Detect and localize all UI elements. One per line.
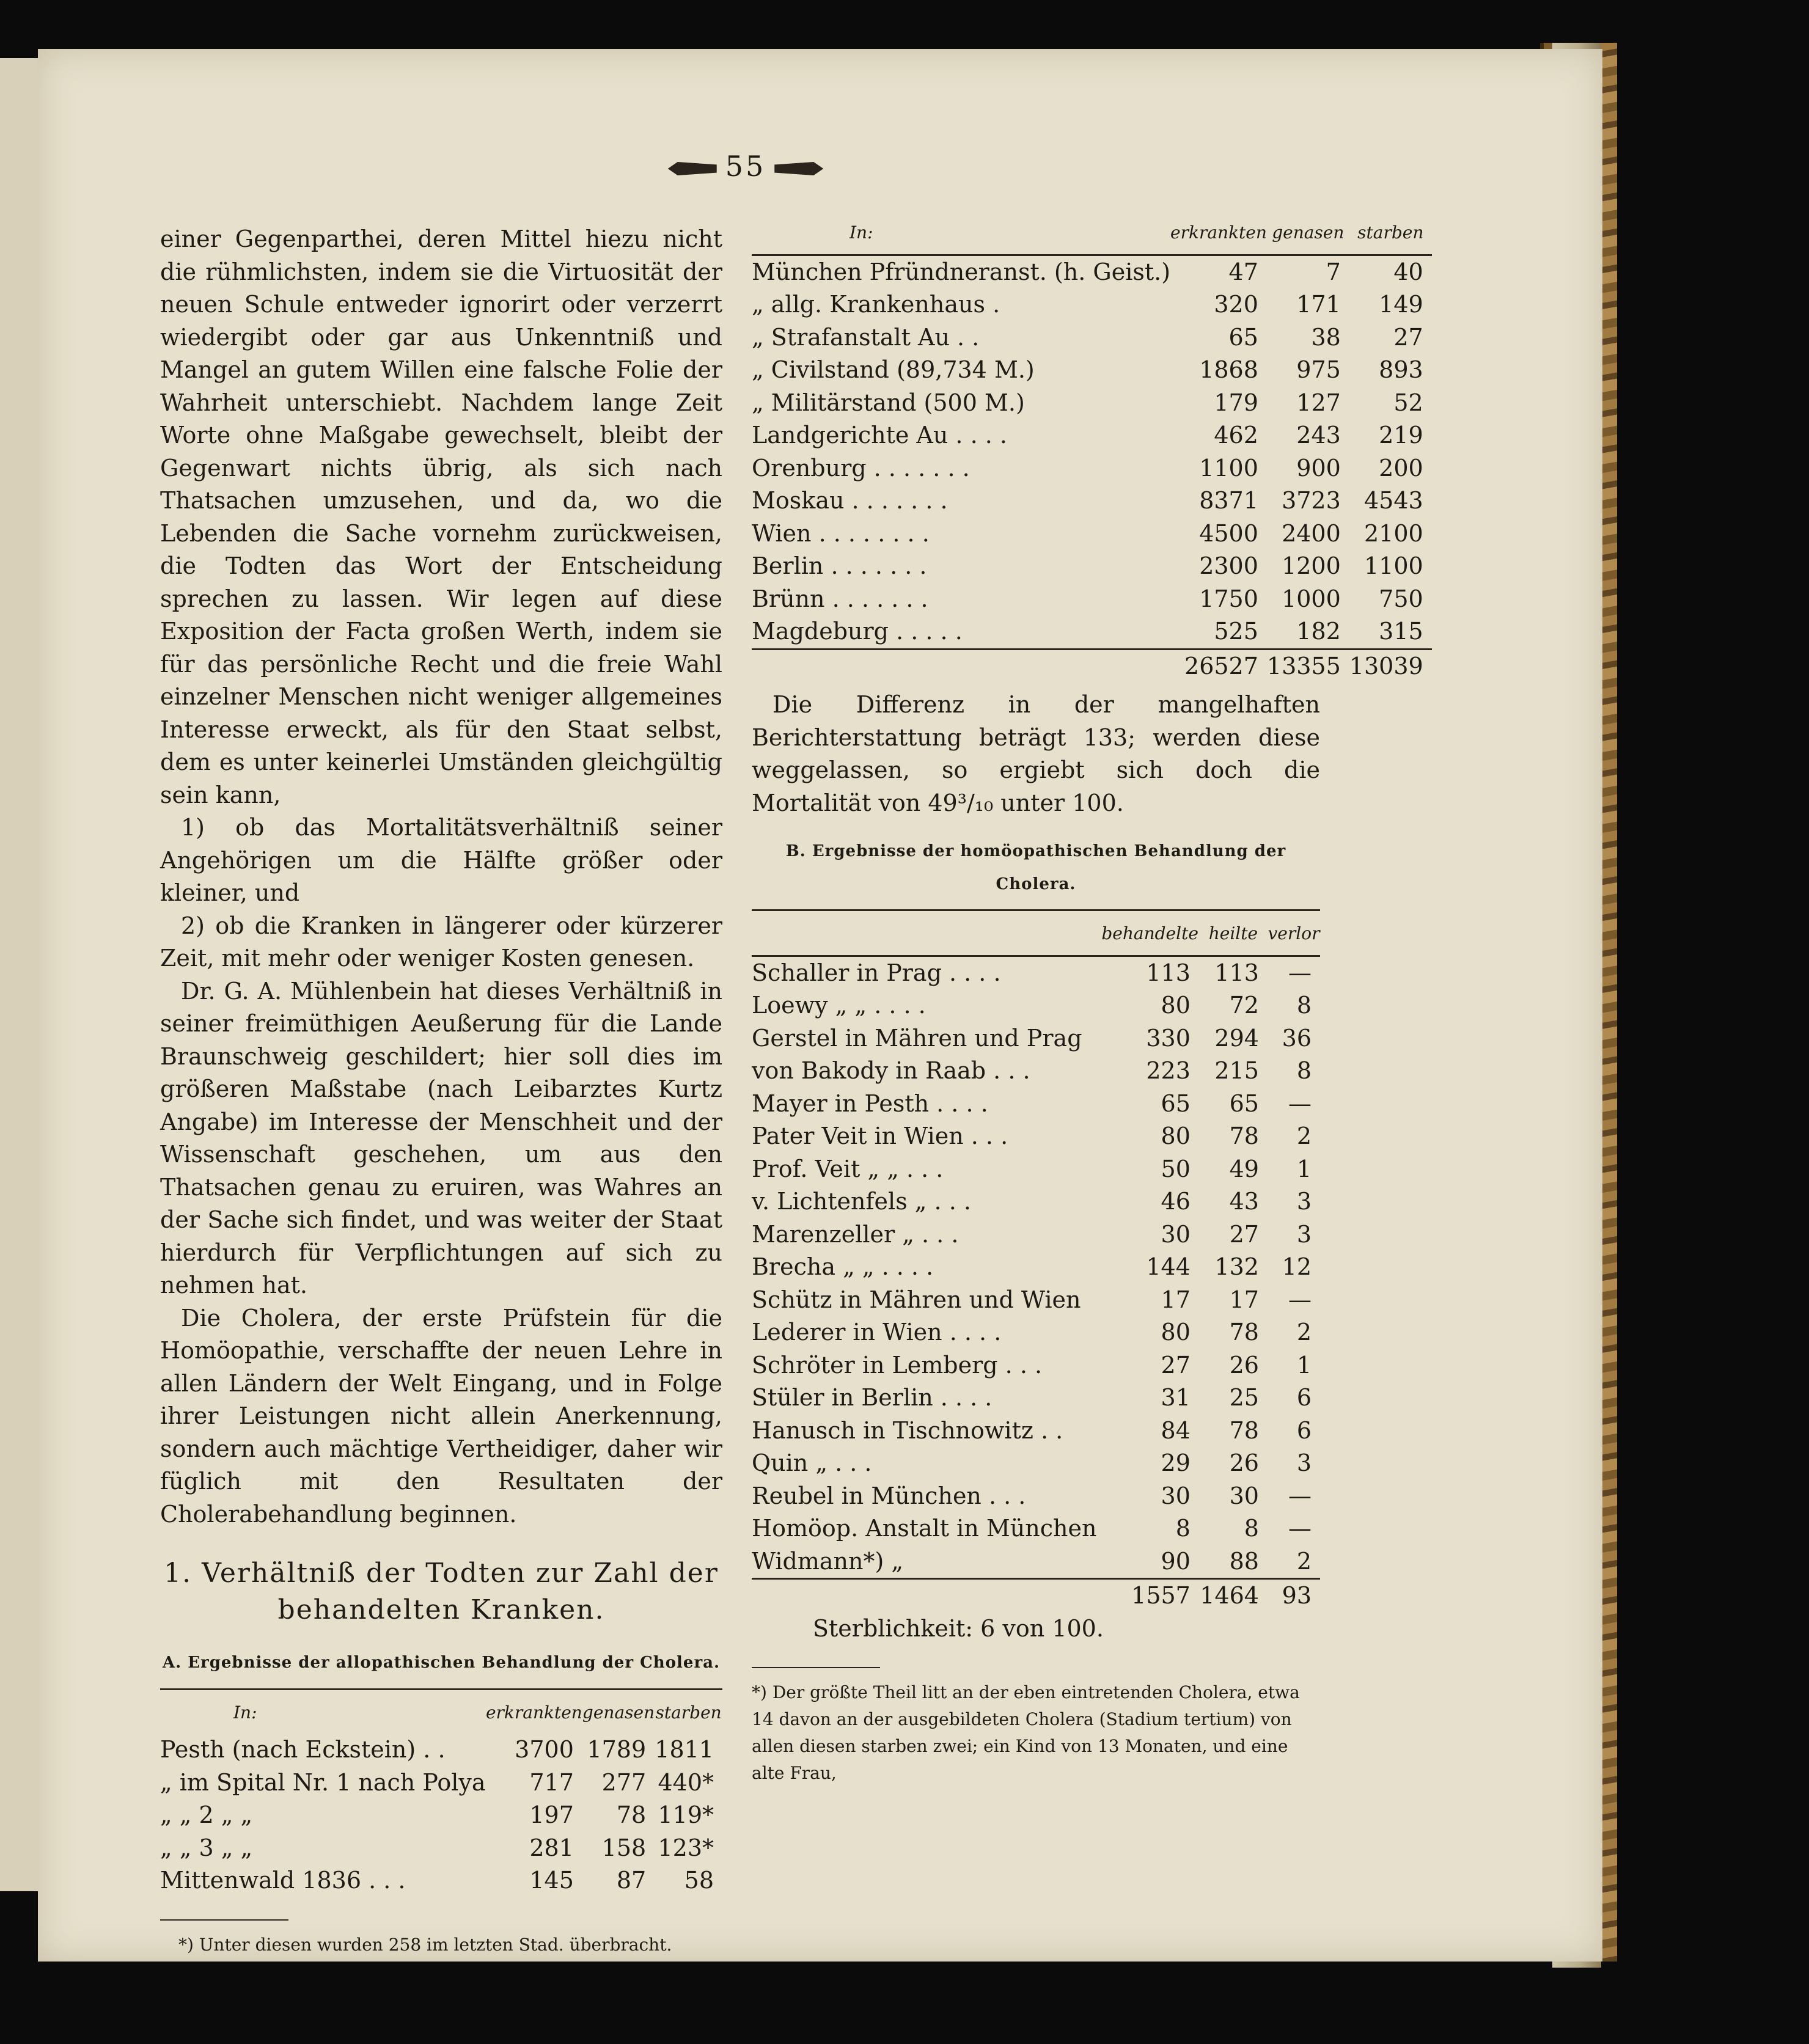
cell: 717 bbox=[529, 1768, 574, 1796]
column-header: erkrankten bbox=[1170, 222, 1267, 243]
cell: 113 bbox=[1214, 959, 1259, 986]
cell: 8 bbox=[1175, 1515, 1191, 1542]
cell: 149 bbox=[1379, 291, 1423, 318]
cell: 58 bbox=[684, 1867, 714, 1894]
cell: 1750 bbox=[1199, 585, 1258, 612]
row-label: Loewy „ „ . . . . bbox=[752, 992, 926, 1019]
row-label: Marenzeller „ . . . bbox=[752, 1220, 959, 1248]
column-header: heilte bbox=[1208, 923, 1258, 943]
cell: 38 bbox=[1311, 323, 1341, 351]
table-row bbox=[752, 583, 1432, 616]
row-label: „ „ 3 „ „ bbox=[160, 1834, 253, 1861]
table-caption: B. Ergebnisse der homöopathischen Behandlung der Cholera. bbox=[785, 842, 1286, 893]
cell: 243 bbox=[1296, 422, 1341, 449]
column-header: genasen bbox=[582, 1702, 655, 1723]
cell: — bbox=[1288, 1515, 1312, 1542]
column-header bbox=[752, 915, 1101, 956]
cell: 78 bbox=[1229, 1416, 1259, 1444]
total-cell: 13039 bbox=[1349, 649, 1432, 683]
table-header-row bbox=[752, 915, 1320, 956]
cell: 65 bbox=[1229, 1090, 1259, 1117]
cell: 8 bbox=[1296, 1057, 1312, 1084]
row-label: Mayer in Pesth . . . . bbox=[752, 1090, 988, 1117]
cell: 30 bbox=[1161, 1220, 1191, 1248]
right-column bbox=[752, 214, 1424, 1787]
table-row bbox=[752, 1022, 1320, 1055]
table-row bbox=[752, 1120, 1320, 1153]
difference-paragraph: Die Differenz in der mangelhaften Berichterstattung beträgt 133; werden diese weggelassen, so ergiebt sich doch die Mortalität von 49³/₁₀ unter 100. bbox=[752, 691, 1320, 816]
table-row bbox=[752, 1218, 1320, 1251]
cell: 2 bbox=[1296, 1547, 1312, 1575]
allopathic-table bbox=[160, 1694, 722, 1897]
cell: 294 bbox=[1214, 1024, 1259, 1052]
cell: 462 bbox=[1214, 422, 1258, 449]
cell: 80 bbox=[1161, 1319, 1191, 1346]
row-label: Gerstel in Mähren und Prag bbox=[752, 1024, 1082, 1052]
column-header: erkrankten bbox=[485, 1702, 582, 1723]
row-label: „ im Spital Nr. 1 nach Polya bbox=[160, 1768, 486, 1796]
row-label: Stüler in Berlin . . . . bbox=[752, 1384, 993, 1411]
table-row bbox=[752, 354, 1432, 387]
cell: 8 bbox=[1296, 992, 1312, 1019]
mortality-line: Sterblichkeit: 6 von 100. bbox=[813, 1614, 1104, 1642]
cell: 30 bbox=[1229, 1482, 1259, 1509]
footnote: *) Der größte Theil litt an der eben eintretenden Cholera, etwa 14 davon an der ausgebildeten Cholera (Stadium tertium) von allen diesen starben zwei; ein Kind von 13 Monaten, und eine alte Frau, bbox=[752, 1682, 1300, 1783]
cell: 277 bbox=[601, 1768, 647, 1796]
table-row bbox=[752, 1251, 1320, 1284]
cell: 4500 bbox=[1199, 519, 1258, 547]
cell: 119* bbox=[658, 1801, 714, 1828]
cell: 1100 bbox=[1363, 552, 1423, 579]
cell: 26 bbox=[1229, 1449, 1259, 1476]
row-label: Schaller in Prag . . . . bbox=[752, 959, 1001, 986]
cell: 1200 bbox=[1282, 552, 1341, 579]
table-row bbox=[752, 615, 1432, 649]
table-row bbox=[160, 1864, 722, 1897]
row-label: Moskau . . . . . . . bbox=[752, 487, 948, 514]
cell: 78 bbox=[1229, 1319, 1259, 1346]
table-header-row bbox=[160, 1694, 722, 1734]
table-row bbox=[752, 1055, 1320, 1088]
cell: 2 bbox=[1296, 1123, 1312, 1149]
cell: 2400 bbox=[1282, 519, 1341, 547]
paragraph: 1) ob das Mortalitätsverhältniß seiner Angehörigen um die Hälfte größer oder kleiner, und bbox=[160, 814, 722, 906]
cell: 223 bbox=[1146, 1057, 1191, 1084]
cell: 65 bbox=[1161, 1090, 1191, 1117]
table-row bbox=[752, 419, 1432, 452]
cell: 145 bbox=[529, 1867, 574, 1894]
cell: 78 bbox=[616, 1801, 647, 1828]
cell: 87 bbox=[616, 1867, 647, 1894]
cell: 1100 bbox=[1199, 454, 1258, 482]
cell: 182 bbox=[1296, 618, 1341, 645]
row-label: Quin „ . . . bbox=[752, 1449, 872, 1476]
totals-row bbox=[752, 1579, 1320, 1613]
cell: 88 bbox=[1229, 1547, 1259, 1575]
cell: 2100 bbox=[1363, 519, 1423, 547]
cell: 3 bbox=[1296, 1220, 1312, 1248]
row-label: Magdeburg . . . . . bbox=[752, 618, 963, 645]
table-row bbox=[752, 1415, 1320, 1448]
cell: 1868 bbox=[1199, 356, 1258, 383]
table-row bbox=[752, 956, 1320, 989]
cell: 26 bbox=[1229, 1351, 1259, 1379]
table-row bbox=[752, 1447, 1320, 1480]
cell: 123* bbox=[658, 1834, 714, 1861]
cell: 219 bbox=[1379, 422, 1423, 449]
cell: 47 bbox=[1228, 258, 1258, 285]
cell: 127 bbox=[1296, 389, 1341, 416]
ornament-left-icon bbox=[668, 162, 717, 175]
cell: 46 bbox=[1161, 1188, 1191, 1215]
cell: 158 bbox=[601, 1834, 647, 1861]
table-row bbox=[752, 1382, 1320, 1415]
row-label: Mittenwald 1836 . . . bbox=[160, 1867, 406, 1894]
table-row bbox=[752, 518, 1432, 551]
footnote-divider bbox=[752, 1667, 880, 1668]
table-row bbox=[752, 1088, 1320, 1121]
allopathic-table-continued bbox=[752, 214, 1432, 683]
footnote-divider bbox=[160, 1919, 288, 1921]
column-header: genasen bbox=[1272, 222, 1345, 243]
cell: 144 bbox=[1146, 1253, 1191, 1280]
table-row bbox=[752, 1153, 1320, 1186]
cell: 1 bbox=[1296, 1155, 1312, 1182]
section-heading: 1. Verhältniß der Todten zur Zahl der behandelten Kranken. bbox=[164, 1558, 719, 1625]
table-row bbox=[752, 485, 1432, 518]
table-row bbox=[752, 288, 1432, 321]
cell: 197 bbox=[529, 1801, 574, 1828]
row-label: Orenburg . . . . . . . bbox=[752, 454, 970, 482]
row-label: Schütz in Mähren und Wien bbox=[752, 1286, 1081, 1313]
cell: 78 bbox=[1229, 1123, 1259, 1149]
table-row bbox=[752, 550, 1432, 583]
table-row bbox=[752, 1349, 1320, 1382]
total-cell: 1557 bbox=[1101, 1579, 1198, 1613]
table-row bbox=[160, 1832, 722, 1865]
paragraph: Dr. G. A. Mühlenbein hat dieses Verhältniß in seiner freimüthigen Aeußerung für die Lande Braunschweig geschildert; hier soll dies im größeren Maßstabe (nach Leibarztes Kurtz Angabe) im Interesse der Menschheit und der Wissenschaft geschehen, um aus den Thatsachen genau zu eruiren, was Wahres an der Sache sich findet, und was weiter der Staat hierdurch für Verpflichtungen auf sich zu nehmen hat. bbox=[160, 977, 722, 1299]
cell: 40 bbox=[1393, 258, 1423, 285]
divider bbox=[160, 1688, 722, 1690]
cell: 49 bbox=[1229, 1155, 1259, 1182]
row-label: „ Civilstand (89,734 M.) bbox=[752, 356, 1035, 383]
cell: 525 bbox=[1214, 618, 1258, 645]
row-label: Pesth (nach Eckstein) . . bbox=[160, 1736, 446, 1763]
divider bbox=[752, 909, 1320, 911]
row-label: Homöop. Anstalt in München bbox=[752, 1515, 1097, 1542]
table-row bbox=[752, 1185, 1320, 1218]
row-label: Schröter in Lemberg . . . bbox=[752, 1351, 1043, 1379]
page-header bbox=[636, 150, 856, 183]
cell: 8371 bbox=[1199, 487, 1258, 514]
row-label: München Pfründneranst. (h. Geist.) bbox=[752, 258, 1171, 285]
row-label: Wien . . . . . . . . bbox=[752, 519, 930, 547]
cell: — bbox=[1288, 1286, 1312, 1313]
cell: 200 bbox=[1379, 454, 1423, 482]
cell: 4543 bbox=[1363, 487, 1423, 514]
cell: 3723 bbox=[1282, 487, 1341, 514]
cell: 893 bbox=[1379, 356, 1423, 383]
column-header: starben bbox=[655, 1702, 722, 1723]
row-label: Prof. Veit „ „ . . . bbox=[752, 1155, 944, 1182]
cell: 17 bbox=[1161, 1286, 1191, 1313]
cell: 215 bbox=[1214, 1057, 1259, 1084]
row-label: „ Militärstand (500 M.) bbox=[752, 389, 1025, 416]
cell: 2300 bbox=[1199, 552, 1258, 579]
cell: 171 bbox=[1296, 291, 1341, 318]
total-cell: 26527 bbox=[1170, 649, 1267, 683]
total-cell: 93 bbox=[1268, 1579, 1320, 1613]
cell: 8 bbox=[1244, 1515, 1259, 1542]
cell: 179 bbox=[1214, 389, 1258, 416]
row-label: Hanusch in Tischnowitz . . bbox=[752, 1416, 1063, 1444]
cell: 12 bbox=[1282, 1253, 1312, 1280]
cell: 1000 bbox=[1282, 585, 1341, 612]
cell: 6 bbox=[1296, 1384, 1312, 1411]
cell: 113 bbox=[1146, 959, 1191, 986]
left-page-edge bbox=[0, 58, 40, 1891]
total-cell: 1464 bbox=[1199, 1579, 1268, 1613]
cell: 1789 bbox=[587, 1736, 647, 1763]
cell: 84 bbox=[1161, 1416, 1191, 1444]
row-label: v. Lichtenfels „ . . . bbox=[752, 1188, 971, 1215]
cell: 17 bbox=[1229, 1286, 1259, 1313]
cell: 30 bbox=[1161, 1482, 1191, 1509]
page-number: 55 bbox=[725, 150, 766, 183]
table-row bbox=[160, 1799, 722, 1832]
row-label: Reubel in München . . . bbox=[752, 1482, 1026, 1509]
row-label: Lederer in Wien . . . . bbox=[752, 1319, 1002, 1346]
column-header: In: bbox=[233, 1702, 257, 1723]
cell: 750 bbox=[1379, 585, 1423, 612]
table-row bbox=[752, 1512, 1320, 1545]
cell: 3 bbox=[1296, 1449, 1312, 1476]
homeopathic-table bbox=[752, 915, 1320, 1613]
cell: 3 bbox=[1296, 1188, 1312, 1215]
row-label: Berlin . . . . . . . bbox=[752, 552, 927, 579]
cell: 320 bbox=[1214, 291, 1258, 318]
cell: 132 bbox=[1214, 1253, 1259, 1280]
ornament-right-icon bbox=[774, 162, 823, 175]
row-label: Widmann*) „ bbox=[752, 1547, 904, 1575]
cell: 65 bbox=[1228, 323, 1258, 351]
cell: 80 bbox=[1161, 992, 1191, 1019]
cell: 315 bbox=[1379, 618, 1423, 645]
cell: 3700 bbox=[515, 1736, 574, 1763]
cell: 975 bbox=[1296, 356, 1341, 383]
table-row bbox=[752, 989, 1320, 1022]
table-row bbox=[160, 1734, 722, 1767]
row-label: Pater Veit in Wien . . . bbox=[752, 1123, 1008, 1149]
cell: 330 bbox=[1146, 1024, 1191, 1052]
row-label: Landgerichte Au . . . . bbox=[752, 422, 1007, 449]
row-label: „ allg. Krankenhaus . bbox=[752, 291, 1000, 318]
cell: 29 bbox=[1161, 1449, 1191, 1476]
row-label: von Bakody in Raab . . . bbox=[752, 1057, 1030, 1084]
cell: 7 bbox=[1326, 258, 1341, 285]
cell: 50 bbox=[1161, 1155, 1191, 1182]
table-row bbox=[752, 321, 1432, 354]
cell: — bbox=[1288, 959, 1312, 986]
table-row bbox=[752, 1316, 1320, 1349]
row-label: Brünn . . . . . . . bbox=[752, 585, 928, 612]
cell: 43 bbox=[1229, 1188, 1259, 1215]
cell: 80 bbox=[1161, 1123, 1191, 1149]
table-row bbox=[752, 1545, 1320, 1579]
column-header: starben bbox=[1357, 222, 1424, 243]
table-row bbox=[752, 1480, 1320, 1513]
cell: 1 bbox=[1296, 1351, 1312, 1379]
row-label: „ Strafanstalt Au . . bbox=[752, 323, 980, 351]
cell: 6 bbox=[1296, 1416, 1312, 1444]
cell: 440* bbox=[658, 1768, 714, 1796]
row-label: Brecha „ „ . . . . bbox=[752, 1253, 934, 1280]
cell: — bbox=[1288, 1090, 1312, 1117]
table-row bbox=[752, 452, 1432, 485]
cell: 900 bbox=[1296, 454, 1341, 482]
cell: 90 bbox=[1161, 1547, 1191, 1575]
totals-row bbox=[752, 649, 1432, 683]
paragraph: 2) ob die Kranken in längerer oder kürzerer Zeit, mit mehr oder weniger Kosten genesen. bbox=[160, 912, 722, 972]
cell: 31 bbox=[1161, 1384, 1191, 1411]
table-row bbox=[752, 255, 1432, 288]
cell: 52 bbox=[1393, 389, 1423, 416]
cell: 27 bbox=[1393, 323, 1423, 351]
cell: 36 bbox=[1282, 1024, 1312, 1052]
total-cell: 13355 bbox=[1267, 649, 1349, 683]
table-row bbox=[752, 387, 1432, 420]
paragraph: einer Gegenparthei, deren Mittel hiezu nicht die rühmlichsten, indem sie die Virtuosität der neuen Schule entweder ignorirt oder verzerrt wiedergibt oder gar aus Unkenntniß und Mangel an gutem Willen eine falsche Folie der Wahrheit unterschiebt. Nachdem lange Zeit Worte ohne Maßgabe gewechselt, bleibt der Gegenwart nichts übrig, als sich nach Thatsachen umzusehen, und da, wo die Lebenden die Sache vornehm zurückweisen, die Todten das Wort der Entscheidung sprechen zu lassen. Wir legen auf diese Exposition der Facta großen Werth, indem sie für das persönliche Recht und die freie Wahl einzelner Menschen nicht weniger allgemeines Interesse erweckt, als für den Staat selbst, dem es unter keinerlei Umständen gleichgültig sein kann, bbox=[160, 225, 722, 808]
cell: — bbox=[1288, 1482, 1312, 1509]
table-caption: A. Ergebnisse der allopathischen Behandlung der Cholera. bbox=[162, 1654, 721, 1672]
left-column bbox=[160, 223, 722, 1958]
table-row bbox=[752, 1284, 1320, 1317]
cell: 1811 bbox=[655, 1736, 714, 1763]
cell: 25 bbox=[1229, 1384, 1259, 1411]
footnote: *) Unter diesen wurden 258 im letzten Stad. überbracht. bbox=[178, 1934, 672, 1955]
cell: 2 bbox=[1296, 1319, 1312, 1346]
cell: 72 bbox=[1229, 992, 1259, 1019]
cell: 27 bbox=[1229, 1220, 1259, 1248]
table-row bbox=[160, 1767, 722, 1800]
column-header: behandelte bbox=[1101, 923, 1198, 943]
table-header-row bbox=[752, 214, 1432, 255]
row-label: „ „ 2 „ „ bbox=[160, 1801, 253, 1828]
paragraph: Die Cholera, der erste Prüfstein für die Homöopathie, verschaffte der neuen Lehre in allen Ländern der Welt Eingang, und in Folge ihrer Leistungen nicht allein Anerkennung, sondern auch mächtige Vertheidiger, daher wir füglich mit den Resultaten der Cholerabehandlung beginnen. bbox=[160, 1304, 722, 1528]
cell: 281 bbox=[529, 1834, 574, 1861]
column-header: In: bbox=[849, 222, 873, 243]
column-header: verlor bbox=[1268, 923, 1320, 943]
cell: 27 bbox=[1161, 1351, 1191, 1379]
